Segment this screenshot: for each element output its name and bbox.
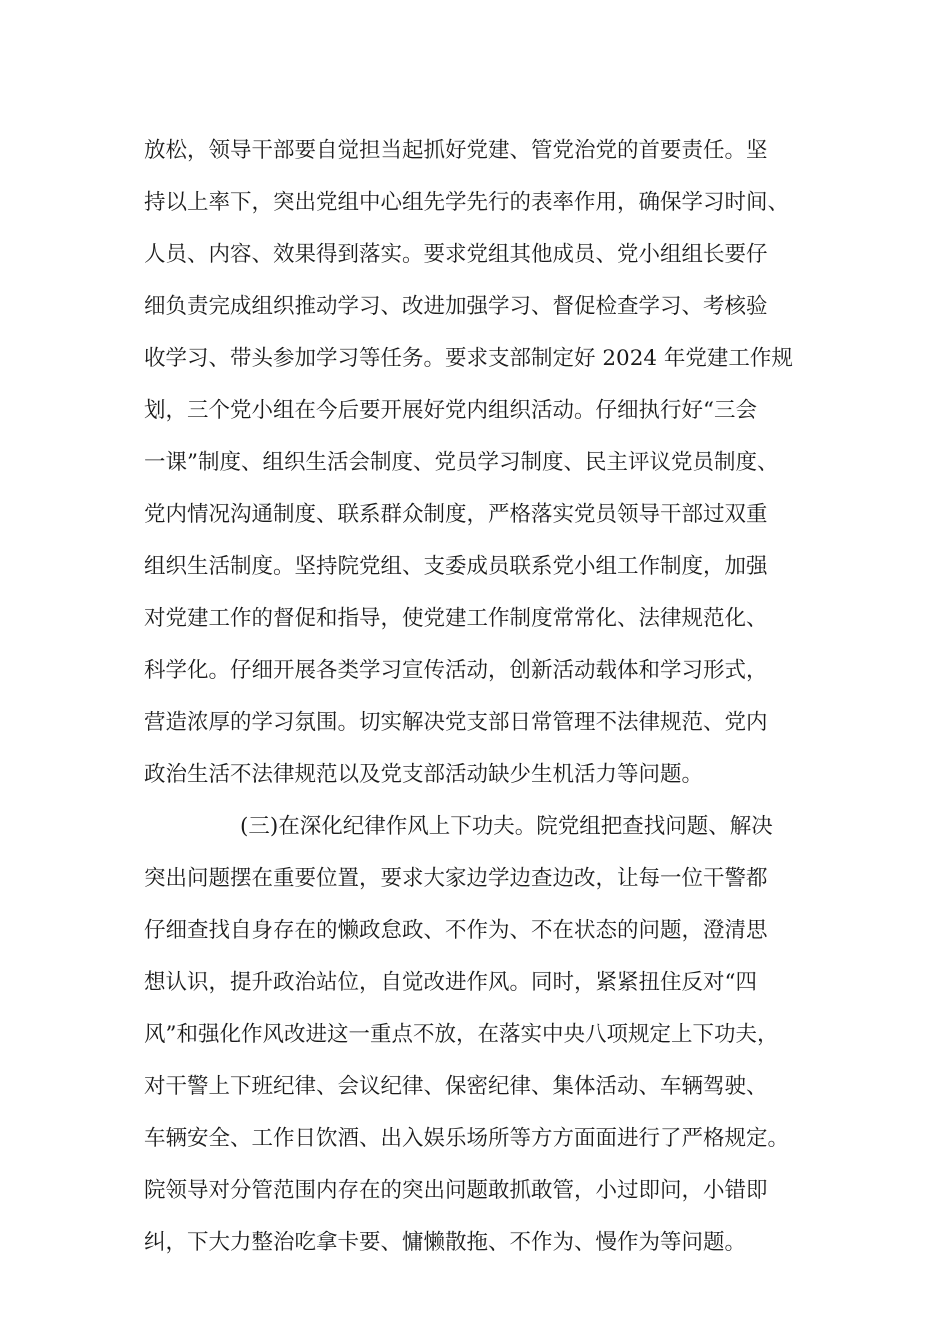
text-line: 仔细查找自身存在的懒政怠政、不作为、不在状态的问题，澄清思 — [144, 918, 768, 943]
text-line: 院领导对分管范围内存在的突出问题敢抓敢管，小过即问，小错即 — [144, 1178, 768, 1203]
text-line: 纠，下大力整治吃拿卡要、慵懒散拖、不作为、慢作为等问题。 — [144, 1230, 747, 1255]
text-line: 风”和强化作风改进这一重点不放，在落实中央八项规定上下功夫， — [144, 1022, 779, 1047]
text-line: 想认识，提升政治站位，自觉改进作风。同时，紧紧扭住反对“四 — [144, 970, 757, 995]
text-line: 对党建工作的督促和指导，使党建工作制度常常化、法律规范化、 — [144, 606, 768, 631]
text-line: 放松，领导干部要自觉担当起抓好党建、管党治党的首要责任。坚 — [144, 138, 768, 163]
text-line: 营造浓厚的学习氛围。切实解决党支部日常管理不法律规范、党内 — [144, 710, 768, 735]
text-line: 党内情况沟通制度、联系群众制度，严格落实党员领导干部过双重 — [144, 502, 768, 527]
text-line: 科学化。仔细开展各类学习宣传活动，创新活动载体和学习形式， — [144, 658, 768, 683]
text-line: 持以上率下，突出党组中心组先学先行的表率作用，确保学习时间、 — [144, 190, 790, 215]
text-line: 组织生活制度。坚持院党组、支委成员联系党小组工作制度，加强 — [144, 554, 768, 579]
text-line: 突出问题摆在重要位置，要求大家边学边查边改，让每一位干警都 — [144, 866, 768, 891]
text-line: 政治生活不法律规范以及党支部活动缺少生机活力等问题。 — [144, 762, 704, 787]
text-line: 车辆安全、工作日饮酒、出入娱乐场所等方方面面进行了严格规定。 — [144, 1126, 790, 1151]
text-line: 划，三个党小组在今后要开展好党内组织活动。仔细执行好“三会 — [144, 398, 757, 423]
text-line: 收学习、带头参加学习等任务。要求支部制定好 2024 年党建工作规 — [144, 346, 793, 371]
text-line: 细负责完成组织推动学习、改进加强学习、督促检查学习、考核验 — [144, 294, 768, 319]
text-line: 对干警上下班纪律、会议纪律、保密纪律、集体活动、车辆驾驶、 — [144, 1074, 768, 1099]
text-line: 一课”制度、组织生活会制度、党员学习制度、民主评议党员制度、 — [144, 450, 779, 475]
text-line: 人员、内容、效果得到落实。要求党组其他成员、党小组组长要仔 — [144, 242, 768, 267]
section-heading-line: (三)在深化纪律作风上下功夫。院党组把查找问题、解决 — [240, 814, 773, 839]
